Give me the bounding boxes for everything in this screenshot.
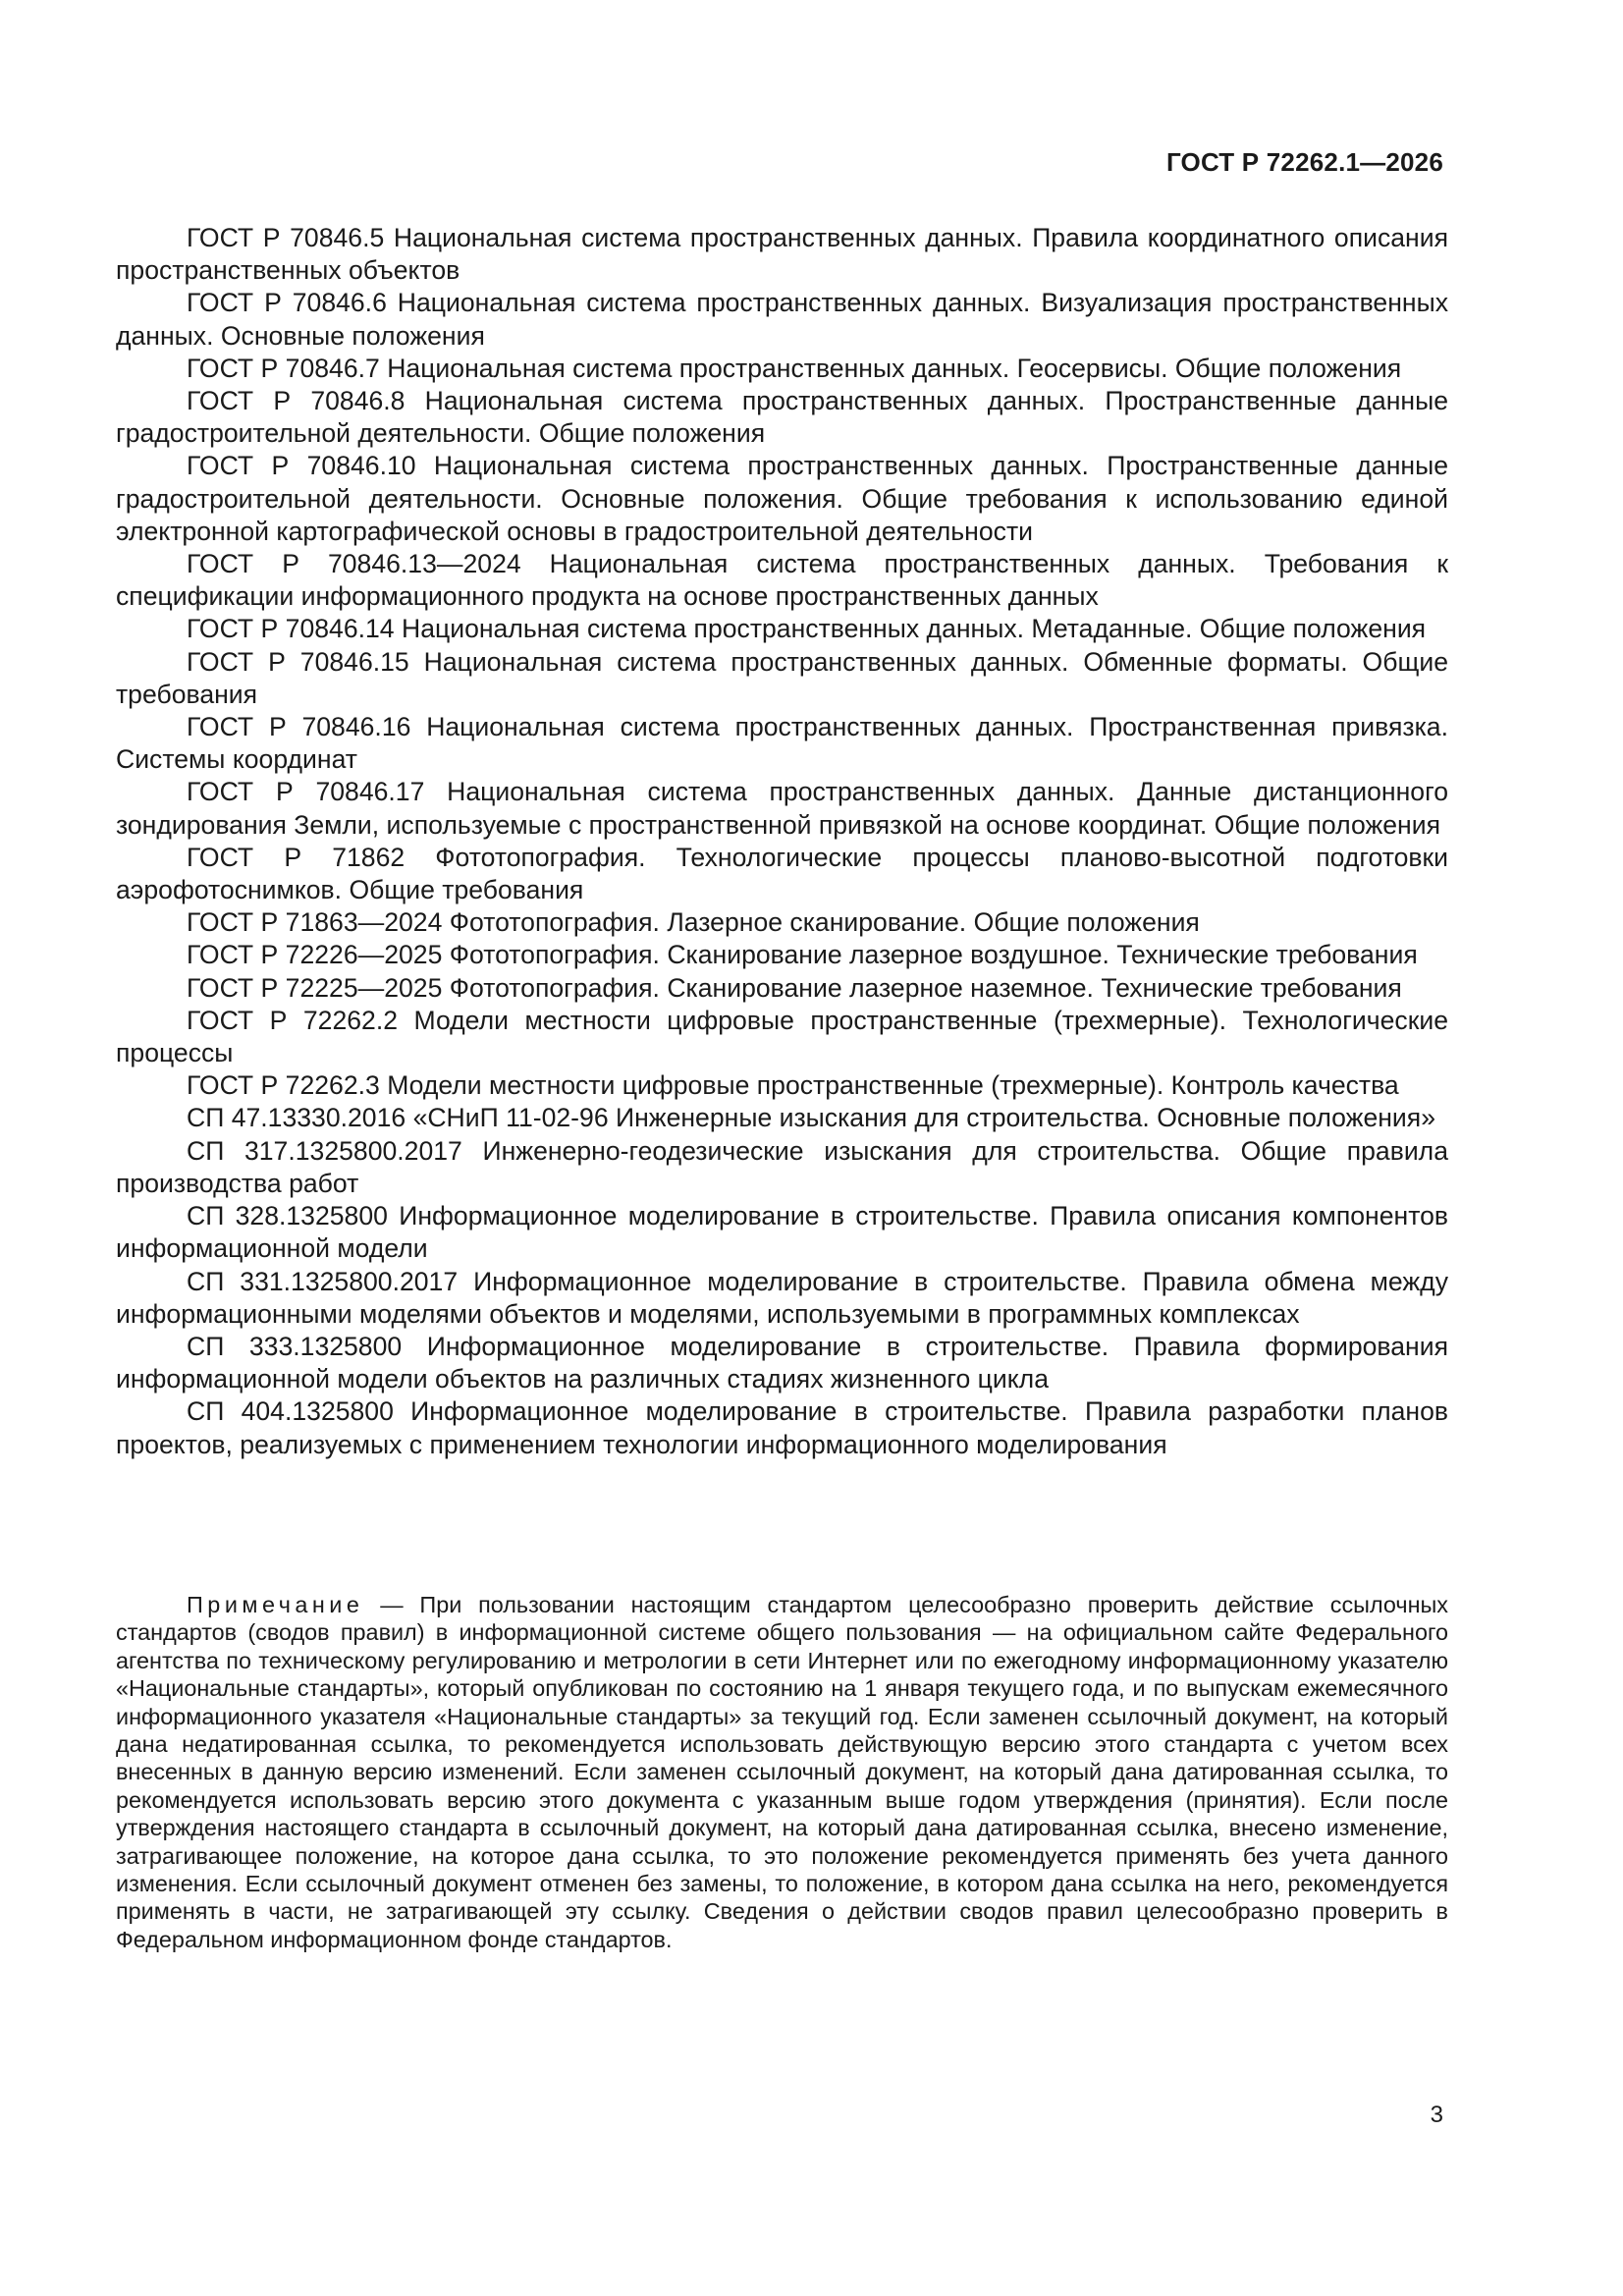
note-label: Примечание [187, 1592, 364, 1617]
reference-item: ГОСТ Р 72262.2 Модели местности цифровые пространственные (трехмерные). Технологические процессы [116, 1005, 1448, 1068]
reference-item: ГОСТ Р 70846.7 Национальная система пространственных данных. Геосервисы. Общие положения [187, 353, 1402, 383]
reference-item: ГОСТ Р 70846.16 Национальная система пространственных данных. Пространственная привязка. Системы координат [116, 712, 1448, 775]
reference-item: ГОСТ Р 70846.15 Национальная система пространственных данных. Обменные форматы. Общие требования [116, 646, 1448, 709]
reference-item: СП 333.1325800 Информационное моделирование в строительстве. Правила формирования информационной модели объектов на различных стадиях жизненного цикла [116, 1331, 1448, 1394]
reference-item: ГОСТ Р 72225—2025 Фототопография. Сканирование лазерное наземное. Технические требования [187, 972, 1402, 1003]
note-dash: — [363, 1592, 420, 1617]
reference-item: СП 328.1325800 Информационное моделирование в строительстве. Правила описания компонентов информационной модели [116, 1201, 1448, 1264]
reference-item: СП 331.1325800.2017 Информационное моделирование в строительстве. Правила обмена между информационными моделями объектов и моделями, используемыми в программных комплексах [116, 1266, 1448, 1329]
page-number: 3 [1430, 2102, 1443, 2128]
reference-item: ГОСТ Р 70846.14 Национальная система пространственных данных. Метаданные. Общие положения [187, 614, 1427, 644]
reference-item: ГОСТ Р 70846.10 Национальная система пространственных данных. Пространственные данные градостроительной деятельности. Основные положения. Общие требования к использованию единой электронной картографической основы в градостроительной деятельности [116, 451, 1448, 546]
normative-references-list [116, 222, 1448, 1461]
note-paragraph [116, 1591, 1448, 1953]
reference-item: ГОСТ Р 70846.17 Национальная система пространственных данных. Данные дистанционного зондирования Земли, используемые с пространственной привязкой на основе координат. Общие положения [116, 777, 1448, 840]
reference-item: ГОСТ Р 70846.5 Национальная система пространственных данных. Правила координатного описания пространственных объектов [116, 223, 1448, 286]
reference-item: ГОСТ Р 70846.8 Национальная система пространственных данных. Пространственные данные градостроительной деятельности. Общие положения [116, 386, 1448, 449]
note-text: При пользовании настоящим стандартом целесообразно проверить действие ссылочных стандартов (сводов правил) в информационной системе общего пользования — на официальном сайте Федерального агентства по техническому регулированию и метрологии в сети Интернет или по ежегодному информационному указателю «Национальные стандарты», который опубликован по состоянию на 1 января текущего года, и по выпускам ежемесячного информационного указателя «Национальные стандарты» за текущий год. Если заменен ссылочный документ, на который дана недатированная ссылка, то рекомендуется использовать действующую версию этого стандарта с учетом всех внесенных в данную версию изменений. Если заменен ссылочный документ, на который дана датированная ссылка, то рекомендуется использовать версию этого документа с указанным выше годом утверждения (принятия). Если после утверждения настоящего стандарта в ссылочный документ, на который дана датированная ссылка, внесено изменение, затрагивающее положение, на которое дана ссылка, то это положение рекомендуется применять без учета данного изменения. Если ссылочный документ отменен без замены, то положение, в котором дана ссылка на него, рекомендуется применять в части, не затрагивающей эту ссылку. Сведения о действии сводов правил целесообразно проверить в Федеральном информационном фонде стандартов. [116, 1592, 1449, 1952]
reference-item: СП 317.1325800.2017 Инженерно-геодезические изыскания для строительства. Общие правила производства работ [116, 1135, 1448, 1198]
reference-item: ГОСТ Р 72226—2025 Фототопография. Сканирование лазерное воздушное. Технические требования [187, 940, 1418, 970]
reference-item: ГОСТ Р 71862 Фототопография. Технологические процессы планово-высотной подготовки аэрофотоснимков. Общие требования [116, 842, 1448, 905]
reference-item: ГОСТ Р 70846.13—2024 Национальная система пространственных данных. Требования к спецификации информационного продукта на основе пространственных данных [116, 549, 1448, 612]
reference-item: СП 404.1325800 Информационное моделирование в строительстве. Правила разработки планов проектов, реализуемых с применением технологии информационного моделирования [116, 1396, 1448, 1459]
reference-item: ГОСТ Р 71863—2024 Фототопография. Лазерное сканирование. Общие положения [187, 907, 1200, 938]
reference-item: СП 47.13330.2016 «СНиП 11-02-96 Инженерные изыскания для строительства. Основные положения» [187, 1103, 1435, 1133]
reference-item: ГОСТ Р 72262.3 Модели местности цифровые пространственные (трехмерные). Контроль качества [187, 1070, 1399, 1101]
reference-item: ГОСТ Р 70846.6 Национальная система пространственных данных. Визуализация пространственных данных. Основные положения [116, 288, 1448, 351]
document-code-header: ГОСТ Р 72262.1—2026 [1165, 147, 1443, 177]
